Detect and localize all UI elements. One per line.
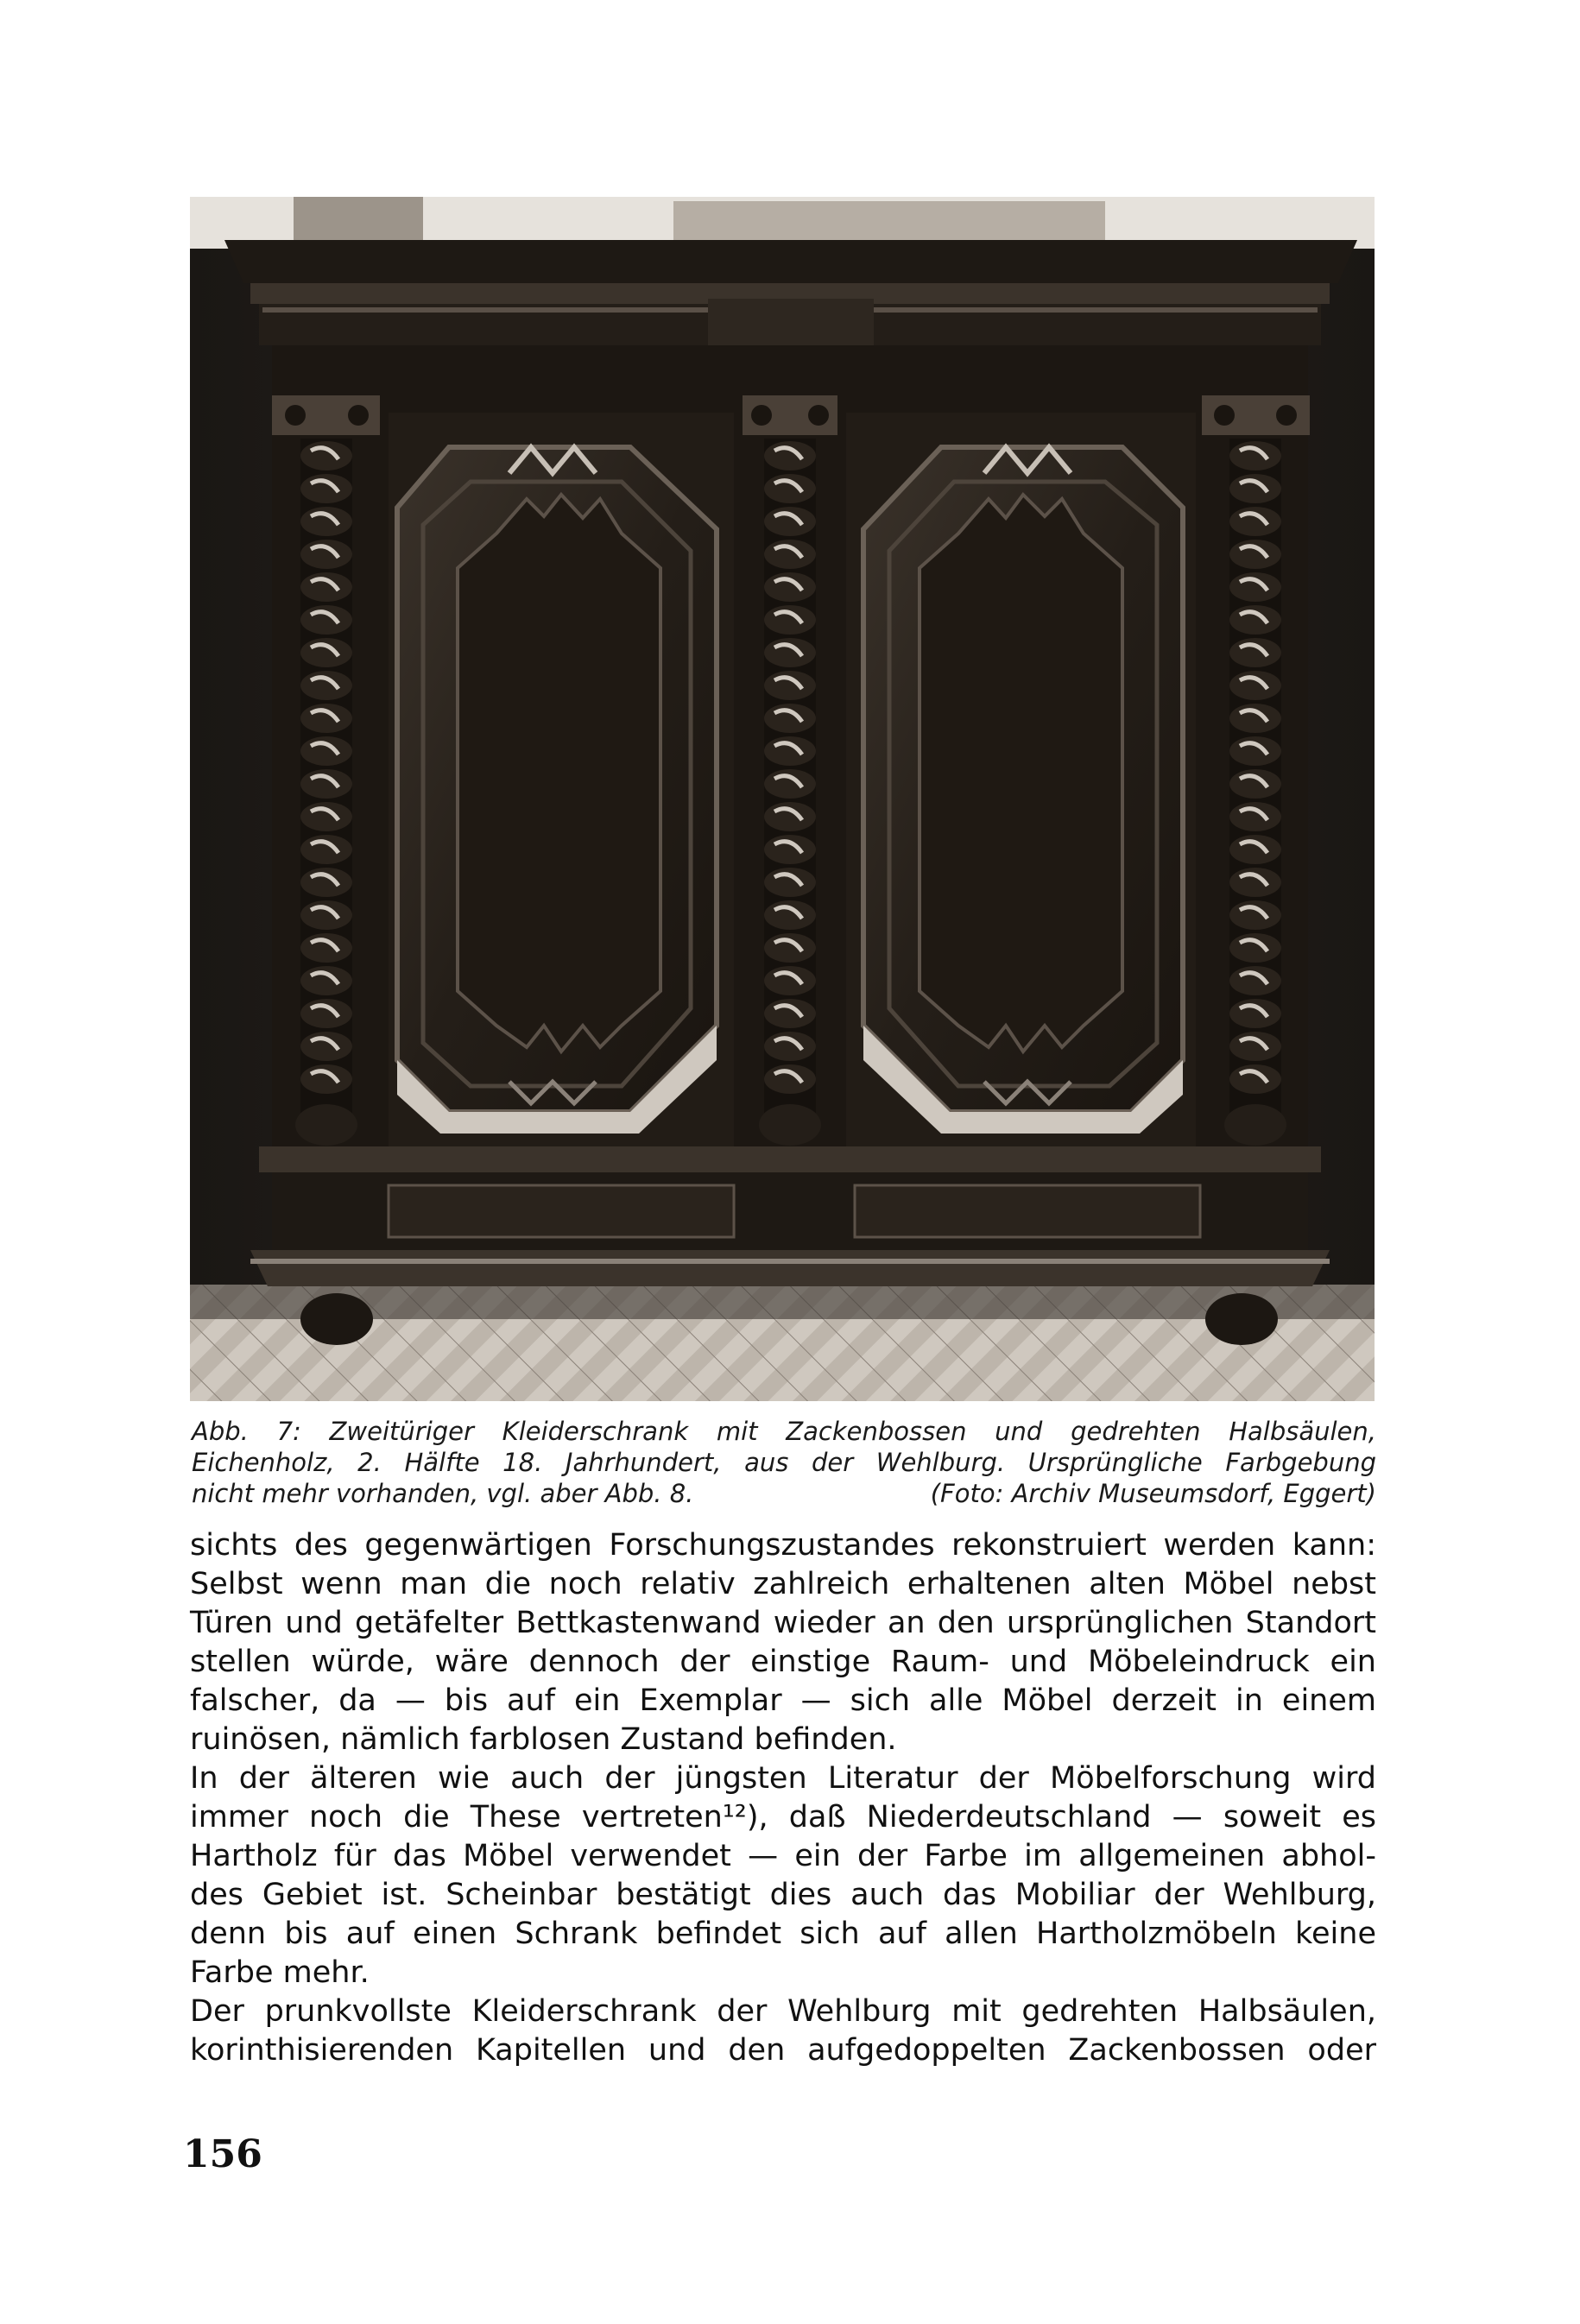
- door-left: [389, 413, 734, 1146]
- column-twist: [1229, 1032, 1281, 1061]
- column-twist: [764, 507, 816, 536]
- body-line: denn bis auf einen Schrank befindet sich auf allen Hartholzmöbeln keine: [190, 1917, 1376, 1951]
- body-line: ruinösen, nämlich farblosen Zustand befinden.: [190, 1722, 897, 1757]
- body-line: korinthisierenden Kapitellen und den aufgedoppelten Zackenbossen oder: [190, 2033, 1376, 2068]
- column-twist: [764, 933, 816, 963]
- column-twist: [764, 638, 816, 667]
- column-twist: [300, 1064, 352, 1094]
- column-twist: [764, 1064, 816, 1094]
- column-twist: [1229, 835, 1281, 864]
- column-twist: [300, 507, 352, 536]
- photograph-cabinet: [190, 197, 1375, 1401]
- column-twist: [1229, 868, 1281, 897]
- column-twist: [1229, 638, 1281, 667]
- column-twist: [1229, 769, 1281, 799]
- column-twist: [1229, 540, 1281, 569]
- column-twist: [764, 1032, 816, 1061]
- column-twist: [300, 638, 352, 667]
- column-twist: [1229, 605, 1281, 635]
- column-twist: [300, 933, 352, 963]
- column-twist: [764, 605, 816, 635]
- column-twist: [1229, 1064, 1281, 1094]
- body-line: Selbst wenn man die noch relativ zahlreich erhaltenen alten Möbel nebst: [190, 1567, 1376, 1601]
- column-base: [1224, 1104, 1286, 1146]
- column-twist: [1229, 999, 1281, 1028]
- column-twist: [1229, 802, 1281, 831]
- column-twist: [300, 835, 352, 864]
- column-twist: [1229, 474, 1281, 503]
- column-center: [759, 439, 821, 1146]
- body-line: sichts des gegenwärtigen Forschungszustandes rekonstruiert werden kann:: [190, 1528, 1376, 1563]
- column-twist: [764, 540, 816, 569]
- body-line: falscher, da — bis auf ein Exemplar — sich alle Möbel derzeit in einem: [190, 1683, 1376, 1718]
- column-twist: [764, 671, 816, 700]
- column-twist: [764, 441, 816, 470]
- photo-credit: (Foto: Archiv Museumsdorf, Eggert): [930, 1479, 1376, 1508]
- column-base: [295, 1104, 357, 1146]
- column-twist: [764, 900, 816, 930]
- column-twist: [300, 671, 352, 700]
- column-twist: [764, 802, 816, 831]
- column-twist: [764, 999, 816, 1028]
- body-line: Der prunkvollste Kleiderschrank der Wehlburg mit gedrehten Halbsäulen,: [190, 1994, 1376, 2029]
- caption-line-2: Eichenholz, 2. Hälfte 18. Jahrhundert, aus der Wehlburg. Ursprüngliche Farbgebung: [192, 1448, 1376, 1477]
- caption-line-3: [192, 1478, 1376, 1509]
- column-twist: [300, 999, 352, 1028]
- column-twist: [1229, 507, 1281, 536]
- caption-line-1: Abb. 7: Zweitüriger Kleiderschrank mit Zackenbossen und gedrehten Halbsäulen,: [192, 1417, 1376, 1446]
- column-base: [759, 1104, 821, 1146]
- body-line: des Gebiet ist. Scheinbar bestätigt dies auch das Mobiliar der Wehlburg,: [190, 1878, 1376, 1912]
- column-twist: [300, 966, 352, 995]
- foot-right: [1205, 1293, 1278, 1345]
- figure-caption: [192, 1416, 1376, 1509]
- column-twist: [300, 704, 352, 733]
- column-twist: [300, 572, 352, 602]
- page-number: 156: [183, 2132, 262, 2176]
- column-twist: [764, 868, 816, 897]
- column-twist: [1229, 736, 1281, 766]
- body-line: Türen und getäfelter Bettkastenwand wieder an den ursprünglichen Standort: [190, 1606, 1376, 1640]
- foot-left: [300, 1293, 373, 1345]
- column-twist: [764, 769, 816, 799]
- column-twist: [764, 736, 816, 766]
- column-twist: [300, 441, 352, 470]
- column-twist: [1229, 441, 1281, 470]
- column-twist: [300, 769, 352, 799]
- column-twist: [1229, 671, 1281, 700]
- column-twist: [764, 474, 816, 503]
- caption-line-3-text: nicht mehr vorhanden, vgl. aber Abb. 8.: [192, 1479, 694, 1508]
- column-twist: [1229, 704, 1281, 733]
- body-line: stellen würde, wäre dennoch der einstige Raum- und Möbeleindruck ein: [190, 1645, 1376, 1679]
- column-twist: [300, 605, 352, 635]
- column-twist: [300, 802, 352, 831]
- body-line: immer noch die These vertreten¹²), daß Niederdeutschland — soweit es: [190, 1800, 1376, 1835]
- column-twist: [1229, 966, 1281, 995]
- body-line: In der älteren wie auch der jüngsten Literatur der Möbelforschung wird: [190, 1761, 1376, 1796]
- plinth: [259, 1146, 1321, 1172]
- column-twist: [300, 1032, 352, 1061]
- column-twist: [764, 704, 816, 733]
- cornice: [224, 240, 1357, 283]
- door-right: [846, 413, 1196, 1146]
- column-twist: [1229, 572, 1281, 602]
- body-line: Farbe mehr.: [190, 1955, 370, 1990]
- column-twist: [300, 736, 352, 766]
- cabinet-photo-svg: [190, 197, 1375, 1401]
- column-twist: [300, 474, 352, 503]
- column-twist: [300, 900, 352, 930]
- column-twist: [764, 572, 816, 602]
- column-right: [1224, 439, 1286, 1146]
- column-twist: [764, 966, 816, 995]
- body-text: [190, 1526, 1376, 2070]
- column-twist: [300, 868, 352, 897]
- column-twist: [764, 835, 816, 864]
- body-line: Hartholz für das Möbel verwendet — ein der Farbe im allgemeinen abhol-: [190, 1839, 1376, 1873]
- column-left: [295, 439, 357, 1146]
- column-twist: [1229, 933, 1281, 963]
- column-twist: [300, 540, 352, 569]
- column-twist: [1229, 900, 1281, 930]
